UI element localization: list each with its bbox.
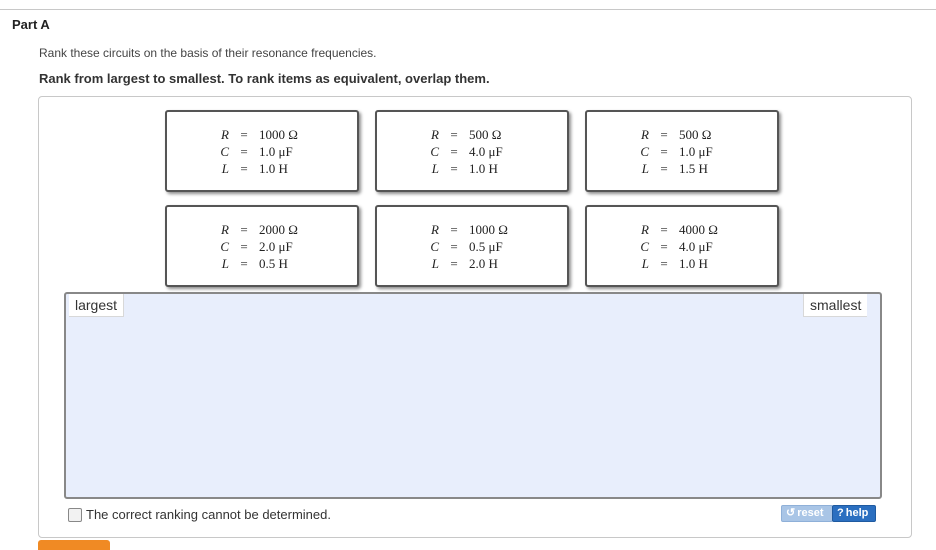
circuit-card-3[interactable] bbox=[585, 110, 779, 192]
cannot-determine-label: The correct ranking cannot be determined. bbox=[86, 507, 331, 522]
circuit-card-6[interactable] bbox=[585, 205, 779, 287]
instruction-bold: Rank from largest to smallest. To rank items as equivalent, overlap them. bbox=[39, 71, 490, 86]
inductance-value: 1.0 H bbox=[679, 256, 708, 271]
largest-label: largest bbox=[69, 294, 124, 317]
resistance-value: 1000 Ω bbox=[469, 222, 508, 237]
resistance-value: 500 Ω bbox=[679, 127, 712, 142]
capacitance-value: 2.0 μF bbox=[259, 239, 293, 254]
help-icon: ? bbox=[837, 507, 844, 519]
submit-button[interactable] bbox=[38, 540, 110, 550]
circuit-values: R = 2000 Ω C = 2.0 μF L = 0.5 H bbox=[220, 222, 298, 271]
resistance-value: 500 Ω bbox=[469, 127, 502, 142]
inductance-value: 1.5 H bbox=[679, 161, 708, 176]
reset-button[interactable] bbox=[781, 505, 833, 522]
circuit-values: R = 4000 Ω C = 4.0 μF L = 1.0 H bbox=[640, 222, 718, 271]
top-divider bbox=[0, 9, 936, 10]
smallest-label: smallest bbox=[803, 294, 867, 317]
capacitance-value: 4.0 μF bbox=[679, 239, 713, 254]
circuit-card-4[interactable] bbox=[165, 205, 359, 287]
inductance-value: 1.0 H bbox=[259, 161, 288, 176]
circuit-values: R = 1000 Ω C = 0.5 μF L = 2.0 H bbox=[430, 222, 508, 271]
circuit-values: R = 1000 Ω C = 1.0 μF L = 1.0 H bbox=[220, 127, 298, 176]
capacitance-value: 4.0 μF bbox=[469, 144, 503, 159]
part-title: Part A bbox=[12, 17, 50, 32]
cannot-determine-checkbox[interactable] bbox=[68, 508, 82, 522]
circuit-card-2[interactable] bbox=[375, 110, 569, 192]
reset-label: reset bbox=[797, 507, 824, 519]
inductance-value: 2.0 H bbox=[469, 256, 498, 271]
resistance-value: 2000 Ω bbox=[259, 222, 298, 237]
resistance-value: 4000 Ω bbox=[679, 222, 718, 237]
circuit-card-5[interactable] bbox=[375, 205, 569, 287]
circuit-card-1[interactable] bbox=[165, 110, 359, 192]
inductance-value: 1.0 H bbox=[469, 161, 498, 176]
circuit-values: R = 500 Ω C = 4.0 μF L = 1.0 H bbox=[430, 127, 503, 176]
help-label: help bbox=[845, 507, 869, 519]
inductance-value: 0.5 H bbox=[259, 256, 288, 271]
ranking-drop-zone[interactable] bbox=[64, 292, 882, 499]
instruction-text: Rank these circuits on the basis of their resonance frequencies. bbox=[39, 46, 377, 60]
circuit-values: R = 500 Ω C = 1.0 μF L = 1.5 H bbox=[640, 127, 713, 176]
capacitance-value: 1.0 μF bbox=[259, 144, 293, 159]
capacitance-value: 1.0 μF bbox=[679, 144, 713, 159]
resistance-value: 1000 Ω bbox=[259, 127, 298, 142]
capacitance-value: 0.5 μF bbox=[469, 239, 503, 254]
help-button[interactable] bbox=[832, 505, 876, 522]
reset-icon: ↺ bbox=[786, 507, 796, 519]
